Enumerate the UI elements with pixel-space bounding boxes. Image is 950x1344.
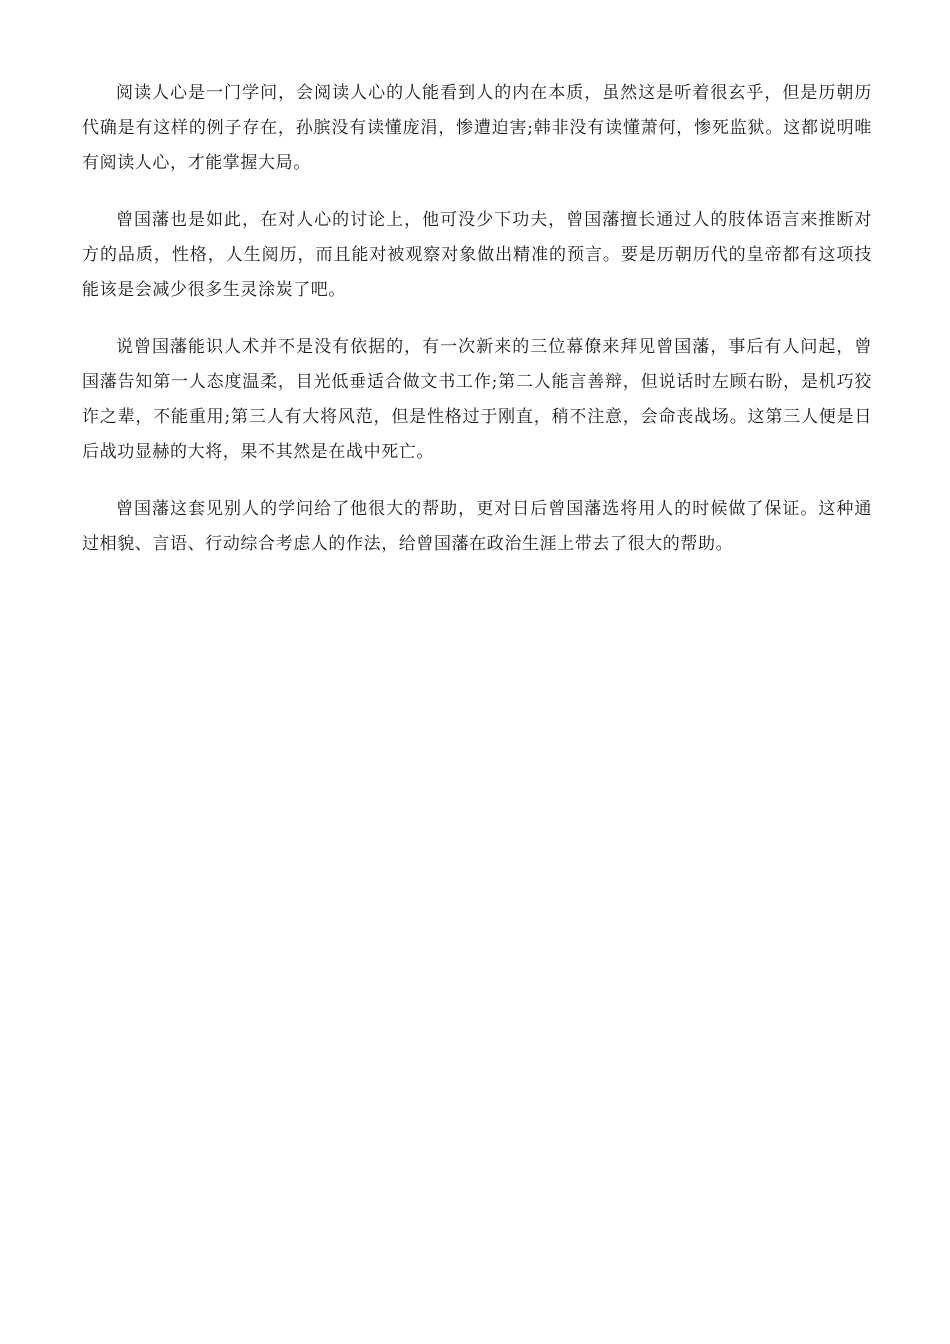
document-body — [82, 76, 872, 584]
paragraph-3: 说曾国藩能识人术并不是没有依据的，有一次新来的三位幕僚来拜见曾国藩，事后有人问起，曾国藩告知第一人态度温柔，目光低垂适合做文书工作;第二人能言善辩，但说话时左顾右盼，是机巧狡诈之辈，不能重用;第三人有大将风范，但是性格过于刚直，稍不注意，会命丧战场。这第三人便是日后战功显赫的大将，果不其然是在战中死亡。 — [82, 337, 872, 462]
paragraph-4: 曾国藩这套见别人的学问给了他很大的帮助，更对日后曾国藩选将用人的时候做了保证。这种通过相貌、言语、行动综合考虑人的作法，给曾国藩在政治生涯上带去了很大的帮助。 — [82, 499, 872, 554]
paragraph-1: 阅读人心是一门学问，会阅读人心的人能看到人的内在本质，虽然这是听着很玄乎，但是历朝历代确是有这样的例子存在，孙膑没有读懂庞涓，惨遭迫害;韩非没有读懂萧何，惨死监狱。这都说明唯有阅读人心，才能掌握大局。 — [82, 83, 872, 173]
paragraph-2: 曾国藩也是如此，在对人心的讨论上，他可没少下功夫，曾国藩擅长通过人的肢体语言来推断对方的品质，性格，人生阅历，而且能对被观察对象做出精准的预言。要是历朝历代的皇帝都有这项技能该是会减少很多生灵涂炭了吧。 — [82, 210, 872, 300]
